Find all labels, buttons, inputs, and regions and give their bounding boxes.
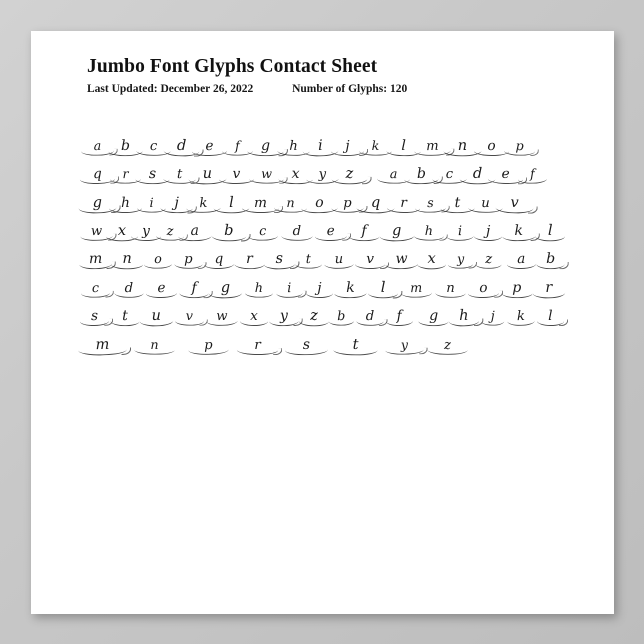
glyph-cell: d xyxy=(284,225,309,238)
glyph-cell: p xyxy=(507,140,533,153)
glyph-cell: h xyxy=(452,309,476,324)
glyph-cell: a xyxy=(380,169,408,182)
glyph-cell: x xyxy=(243,310,265,324)
glyph-cell: r xyxy=(237,253,261,267)
glyph-cell: e xyxy=(491,168,521,182)
glyph-cell: k xyxy=(189,197,218,211)
glyph-cell: t xyxy=(166,168,193,182)
glyph-row xyxy=(83,239,561,267)
glyph-cell: q xyxy=(360,196,391,211)
glyph-cell: v xyxy=(499,195,531,210)
glyph-cell: h xyxy=(248,282,270,295)
glyph-row xyxy=(83,125,561,153)
glyph-cell: p xyxy=(191,339,225,353)
last-updated-label: Last Updated: December 26, 2022 xyxy=(87,83,254,95)
glyph-cell: n xyxy=(447,139,478,154)
glyph-cell: s xyxy=(266,252,291,267)
glyph-cell: c xyxy=(435,168,463,181)
glyph-cell: b xyxy=(111,139,139,153)
glyph-cell: c xyxy=(251,225,275,238)
glyph-cell: s xyxy=(138,168,166,182)
glyph-cell: r xyxy=(390,196,418,210)
glyph-cell: u xyxy=(192,167,224,182)
glyph-cell: l xyxy=(540,310,561,324)
glyph-cell: x xyxy=(281,168,310,183)
glyph-cell: f xyxy=(351,224,376,238)
glyph-cell: i xyxy=(140,197,164,210)
glyph-cell: s xyxy=(288,338,325,353)
glyph-cell: z xyxy=(159,225,182,238)
glyph-cell: w xyxy=(210,310,236,324)
glyph-cell: a xyxy=(510,253,533,267)
glyph-cell: y xyxy=(388,339,421,352)
glyph-cell: g xyxy=(421,310,445,324)
poster xyxy=(31,31,614,614)
glyph-cell: r xyxy=(536,281,562,296)
glyph-cell: f xyxy=(521,169,545,182)
glyph-cell: j xyxy=(484,311,502,324)
glyph-cell: o xyxy=(147,254,170,267)
glyph-cell: s xyxy=(418,197,444,210)
glyph-cell: g xyxy=(82,195,114,210)
glyph-cell: m xyxy=(245,196,276,210)
glyph-cell: d xyxy=(167,139,196,154)
glyph-cell: t xyxy=(443,196,471,210)
glyph-cell: c xyxy=(139,140,167,153)
glyph-cell: r xyxy=(113,169,138,182)
glyph-cell: z xyxy=(302,309,326,324)
glyph-cell: p xyxy=(504,281,529,295)
glyph-cell: m xyxy=(403,282,428,295)
glyph-cell: h xyxy=(417,226,441,239)
glyph-cell: u xyxy=(143,309,170,324)
glyph-row xyxy=(83,210,561,238)
glyph-cell: p xyxy=(178,254,200,267)
glyph-cell: p xyxy=(334,197,360,210)
glyph-row xyxy=(83,267,561,295)
glyph-cell: s xyxy=(83,310,107,324)
glyph-cell: n xyxy=(114,252,140,267)
glyph-cell: w xyxy=(252,169,281,182)
glyph-cell: f xyxy=(182,281,205,295)
glyph-cell: t xyxy=(298,254,319,267)
glyph-cell: c xyxy=(84,282,108,295)
glyph-cell: k xyxy=(362,140,389,153)
glyph-cell: g xyxy=(383,224,411,239)
page-title: Jumbo Font Glyphs Contact Sheet xyxy=(87,56,378,77)
glyph-cell: v xyxy=(178,311,201,324)
glyph-cell: z xyxy=(430,339,464,352)
glyph-cell: b xyxy=(539,253,561,267)
glyph-cell: i xyxy=(449,225,471,239)
glyph-cell: w xyxy=(388,253,415,268)
glyph-cell: v xyxy=(222,168,251,182)
glyph-cell: z xyxy=(335,167,364,182)
glyph-cell: m xyxy=(82,253,109,268)
glyph-cell: x xyxy=(109,224,135,239)
glyph-cell: h xyxy=(280,140,307,154)
poster-content xyxy=(31,31,614,614)
glyph-cell: l xyxy=(217,196,246,211)
glyph-cell: m xyxy=(417,140,447,154)
glyph-cell: y xyxy=(273,310,296,325)
glyph-cell: e xyxy=(195,139,225,153)
glyph-cell: n xyxy=(277,197,305,210)
glyph-cell: y xyxy=(450,254,470,267)
glyph-cell: v xyxy=(358,253,382,267)
glyph-cell: l xyxy=(538,224,562,239)
glyph-cell: e xyxy=(318,225,344,239)
glyph-cell: m xyxy=(81,337,123,352)
glyph-cell: i xyxy=(279,282,300,296)
glyph-cell: q xyxy=(83,168,113,182)
glyph-cell: r xyxy=(240,338,275,352)
glyph-cell: k xyxy=(510,310,532,324)
glyph-cell: e xyxy=(149,281,175,295)
glyph-cell: b xyxy=(407,168,436,183)
glyph-cell: a xyxy=(84,140,112,153)
glyph-row xyxy=(83,324,561,352)
glyph-cell: n xyxy=(137,339,172,352)
glyph-cell: l xyxy=(389,139,418,154)
glyph-row xyxy=(83,153,561,181)
glyph-cell: k xyxy=(506,224,533,239)
glyph-cell: f xyxy=(225,140,250,153)
glyph-grid xyxy=(83,125,561,352)
glyph-cell: j xyxy=(334,140,361,154)
glyph-cell: j xyxy=(309,282,330,296)
glyph-cell: o xyxy=(477,140,506,154)
glyph-count-label: Number of Glyphs: 120 xyxy=(292,83,408,95)
glyph-cell: i xyxy=(306,139,335,154)
glyph-cell: b xyxy=(215,224,243,239)
glyph-cell: g xyxy=(250,139,280,153)
glyph-cell: x xyxy=(420,253,443,268)
glyph-cell: l xyxy=(371,281,395,296)
glyph-cell: h xyxy=(112,196,139,210)
glyph-cell: t xyxy=(114,310,137,324)
glyph-cell: o xyxy=(471,281,497,295)
glyph-row xyxy=(83,182,561,210)
glyph-cell: a xyxy=(181,224,208,239)
glyph-cell: u xyxy=(327,253,351,267)
glyph-cell: j xyxy=(163,196,189,211)
glyph-cell: d xyxy=(117,282,140,295)
glyph-cell: o xyxy=(304,196,335,211)
glyph-cell: y xyxy=(134,225,158,239)
glyph-cell: q xyxy=(207,253,232,267)
glyph-cell: w xyxy=(83,225,110,239)
glyph-cell: y xyxy=(309,168,336,182)
glyph-cell: j xyxy=(477,225,500,239)
glyph-cell: t xyxy=(337,338,375,353)
glyph-cell: d xyxy=(463,167,492,182)
glyph-cell: n xyxy=(438,282,463,295)
glyph-cell: f xyxy=(389,310,410,324)
glyph-cell: g xyxy=(212,281,239,296)
glyph-cell: k xyxy=(337,281,363,296)
glyph-cell: u xyxy=(471,197,499,210)
glyph-cell: b xyxy=(331,311,351,324)
metadata-line xyxy=(87,83,567,95)
glyph-row xyxy=(83,295,561,323)
glyph-cell: d xyxy=(359,310,381,323)
glyph-cell: z xyxy=(478,254,499,267)
